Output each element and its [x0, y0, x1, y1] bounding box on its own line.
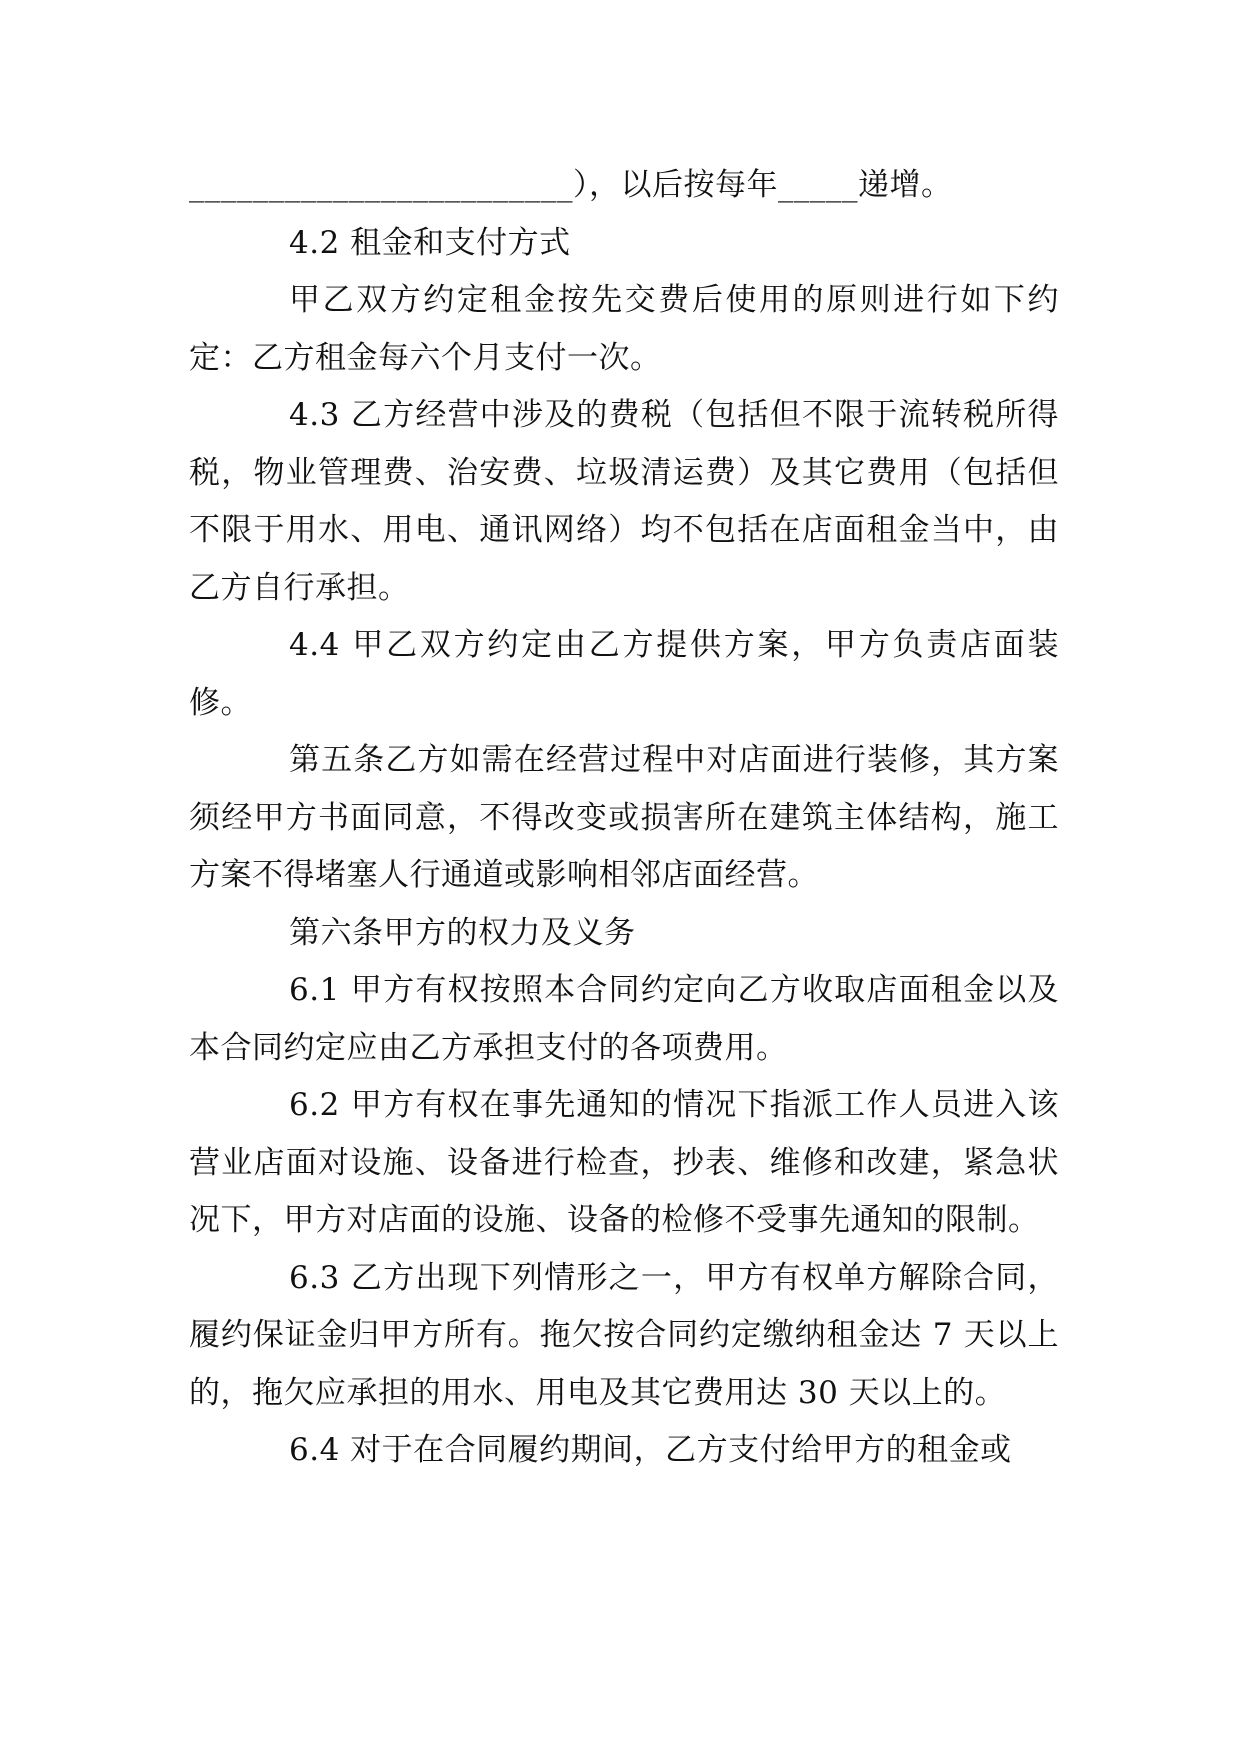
paragraph-4-4: 4.4 甲乙双方约定由乙方提供方案，甲方负责店面装修。 [189, 627, 1059, 721]
continuation-line: ________________________），以后按每年_____递增。 [189, 167, 953, 203]
paragraph-6-2: 6.2 甲方有权在事先通知的情况下指派工作人员进入该营业店面对设施、设备进行检查，抄表、维修和改建，紧急状况下，甲方对店面的设施、设备的检修不受事先通知的限制。 [189, 1087, 1059, 1238]
paragraph-4-3: 4.3 乙方经营中涉及的费税（包括但不限于流转税所得税，物业管理费、治安费、垃圾清运费）及其它费用（包括但不限于用水、用电、通讯网络）均不包括在店面租金当中，由乙方自行承担。 [189, 397, 1059, 606]
section-heading-article-6: 第六条甲方的权力及义务 [289, 914, 636, 951]
paragraph-4-2-body: 甲乙双方约定租金按先交费后使用的原则进行如下约定：乙方租金每六个月支付一次。 [189, 282, 1059, 376]
paragraph-6-3: 6.3 乙方出现下列情形之一，甲方有权单方解除合同，履约保证金归甲方所有。拖欠按合同约定缴纳租金达 7 天以上的，拖欠应承担的用水、用电及其它费用达 30 天以上的。 [189, 1259, 1059, 1411]
paragraph-article-5: 第五条乙方如需在经营过程中对店面进行装修，其方案须经甲方书面同意，不得改变或损害所在建筑主体结构，施工方案不得堵塞人行通道或影响相邻店面经营。 [189, 742, 1059, 893]
section-heading-4-2: 4.2 租金和支付方式 [289, 224, 571, 261]
paragraph-6-1: 6.1 甲方有权按照本合同约定向乙方收取店面租金以及本合同约定应由乙方承担支付的各项费用。 [189, 972, 1059, 1066]
document-body [189, 157, 1059, 1480]
paragraph-6-4: 6.4 对于在合同履约期间，乙方支付给甲方的租金或 [289, 1432, 1012, 1468]
